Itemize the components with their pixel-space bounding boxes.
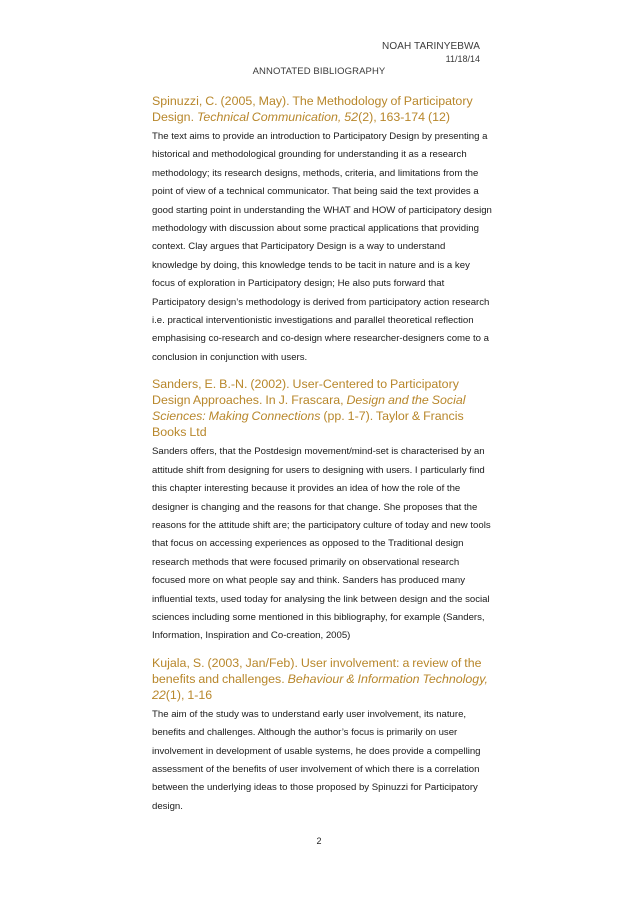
document-title: ANNOTATED BIBLIOGRAPHY (252, 66, 386, 77)
bibliography-entry (152, 655, 492, 816)
entry-annotation: The aim of the study was to understand early user involvement, its nature, benefits and challenges. Although the author’s focus is primarily on user involvement in development of usable systems, he does provide a compelling assessment of the benefits of user involvement of which there is a correlation between the underlying ideas to those proposed by Spinuzzi for Participatory design. (152, 708, 481, 812)
bibliography-entry (152, 376, 492, 645)
author-name: NOAH TARINYEBWA (382, 41, 480, 52)
entry-citation: Spinuzzi, C. (2005, May). The Methodology of Participatory Design. Technical Communication, 52(2), 163-174 (12) (152, 94, 473, 124)
bibliography-entries (152, 93, 492, 825)
bibliography-entry (152, 93, 492, 367)
entry-annotation: The text aims to provide an introduction to Participatory Design by presenting a historical and methodological grounding for understanding it as a research methodology; its research designs, methods, criteria, and limitations from the point of view of a technical communicator. That being said the text provides a good starting point in understanding the WHAT and HOW of participatory design methodology with discussion about some practical applications that providing context. Clay argues that Participatory Design is a way to understand knowledge by doing, this knowledge tends to be tacit in nature and is a key focus of exploration in Participatory design; He also puts forward that Participatory design’s methodology is derived from participatory action research i.e. practical interventionistic investigations and parallel theoretical reflection emphasising co-research and co-design where researcher-designers come to a conclusion in conjunction with users. (152, 131, 492, 363)
page-number: 2 (316, 836, 322, 846)
entry-citation: Kujala, S. (2003, Jan/Feb). User involvement: a review of the benefits and challenges. Behaviour & Information Technology, 22(1), 1-16 (152, 655, 488, 702)
document-date: 11/18/14 (445, 54, 480, 64)
entry-annotation: Sanders offers, that the Postdesign movement/mind-set is characterised by an attitude shift from designing for users to designing with users. I particularly find this chapter interesting because it provides an idea of how the role of the designer is changing and the reasons for that change. She proposes that the reasons for the attitude shift are; the participatory culture of today and new tools that focus on accessing experiences as opposed to the Traditional design research methods that were focused primarily on observational research focused more on what people say and think. Sanders has produced many influential texts, used today for analysing the link between design and the social sciences including some mentioned in this bibliography, for example (Sanders, Information, Inspiration and Co-creation, 2005) (152, 446, 491, 642)
entry-citation: Sanders, E. B.-N. (2002). User-Centered to Participatory Design Approaches. In J. Frascara, Design and the Social Sciences: Making Connections (pp. 1-7). Taylor & Francis Books Ltd (152, 377, 466, 440)
